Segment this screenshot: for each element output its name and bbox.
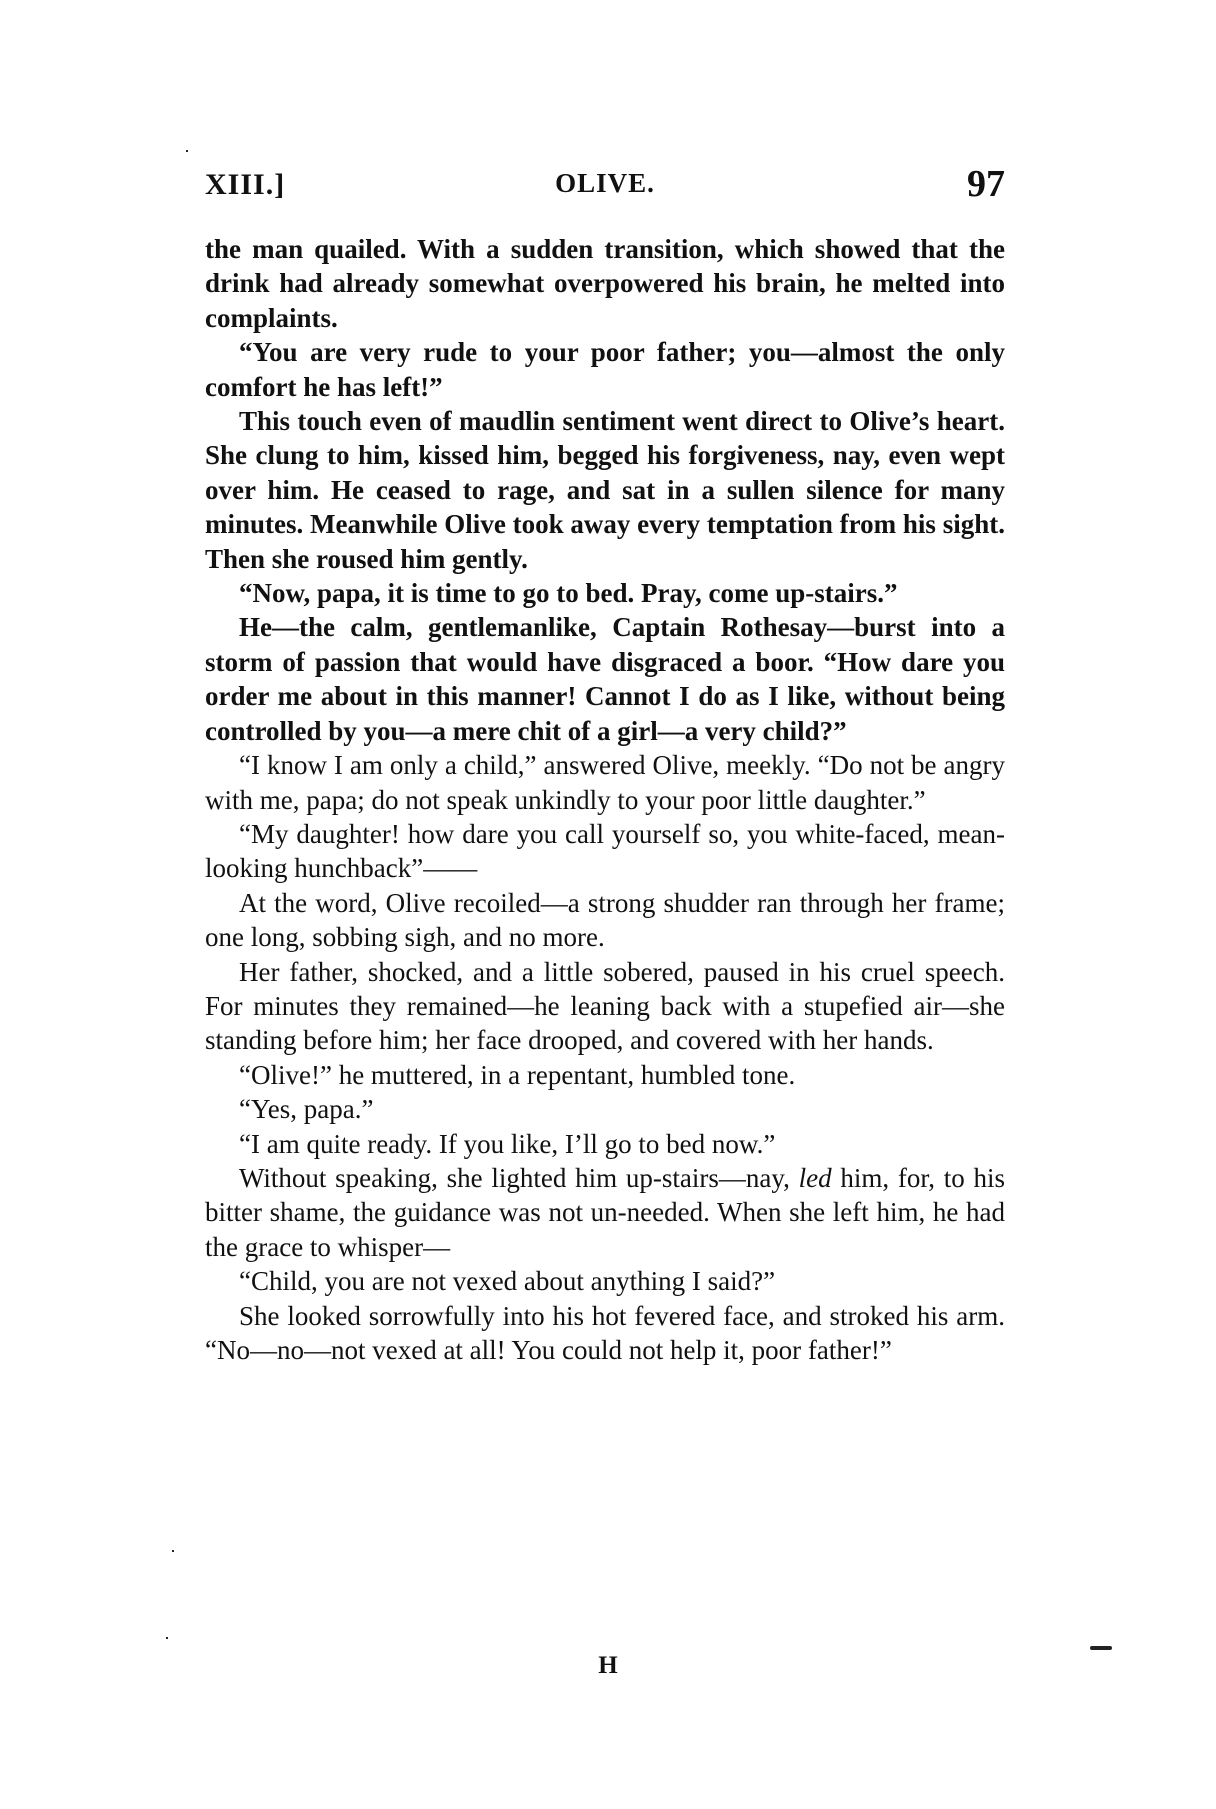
paragraph: “You are very rude to your poor father; you—almost the only comfort he has left!” bbox=[205, 337, 1005, 402]
page-body bbox=[205, 232, 1005, 1367]
ink-speck bbox=[166, 1637, 168, 1639]
paragraph: He—the calm, gentlemanlike, Captain Rothesay—burst into a storm of passion that would have disgraced a boor. “How dare you order me about in this manner! Cannot I do as I like, without being controlled by you—a mere chit of a girl—a very child?” bbox=[205, 612, 1005, 746]
chapter-number: XIII.] bbox=[205, 168, 286, 201]
emphasis: led bbox=[798, 1162, 832, 1193]
paragraph: “My daughter! how dare you call yourself so, you white-faced, mean-looking hunchback”—— bbox=[205, 818, 1005, 884]
paragraph: the man quailed. With a sudden transition, which showed that the drink had already somewhat overpowered his brain, he melted into complaints. bbox=[205, 234, 1005, 333]
page-number: 97 bbox=[967, 163, 1005, 205]
signature-mark: H bbox=[598, 1652, 618, 1679]
paragraph: “Olive!” he muttered, in a repentant, humbled tone. bbox=[239, 1059, 796, 1090]
paragraph: “Child, you are not vexed about anything I said?” bbox=[239, 1266, 776, 1297]
paragraph: “Now, papa, it is time to go to bed. Pray, come up-stairs.” bbox=[239, 578, 898, 609]
running-title: OLIVE. bbox=[555, 168, 655, 198]
paragraph: “Yes, papa.” bbox=[239, 1094, 374, 1125]
paragraph: At the word, Olive recoiled—a strong shudder ran through her frame; one long, sobbing sigh, and no more. bbox=[205, 887, 1005, 953]
ink-speck bbox=[186, 150, 188, 152]
ink-speck bbox=[172, 1550, 174, 1552]
paragraph: Her father, shocked, and a little sobered, paused in his cruel speech. For minutes they remained—he leaning back with a stupefied air—she standing before him; her face drooped, and covered with her hands. bbox=[205, 956, 1005, 1056]
paragraph: This touch even of maudlin sentiment went direct to Olive’s heart. She clung to him, kissed him, begged his forgiveness, nay, even wept over him. He ceased to rage, and sat in a sullen silence for many minutes. Meanwhile Olive took away every temptation from his sight. Then she roused him gently. bbox=[205, 406, 1005, 574]
paragraph: “I know I am only a child,” answered Olive, meekly. “Do not be angry with me, papa; do not speak unkindly to your poor little daughter.” bbox=[205, 750, 1005, 815]
paragraph: She looked sorrowfully into his hot fevered face, and stroked his arm. “No—no—not vexed at all! You could not help it, poor father!” bbox=[205, 1300, 1005, 1365]
ink-speck bbox=[1090, 1646, 1112, 1650]
running-header bbox=[205, 163, 1005, 212]
paragraph: “I am quite ready. If you like, I’ll go to bed now.” bbox=[239, 1128, 776, 1159]
paragraph: Without speaking, she lighted him up-stairs—nay, led him, for, to his bitter shame, the guidance was not un-needed. When she left him, he had the grace to whisper— bbox=[205, 1162, 1005, 1262]
